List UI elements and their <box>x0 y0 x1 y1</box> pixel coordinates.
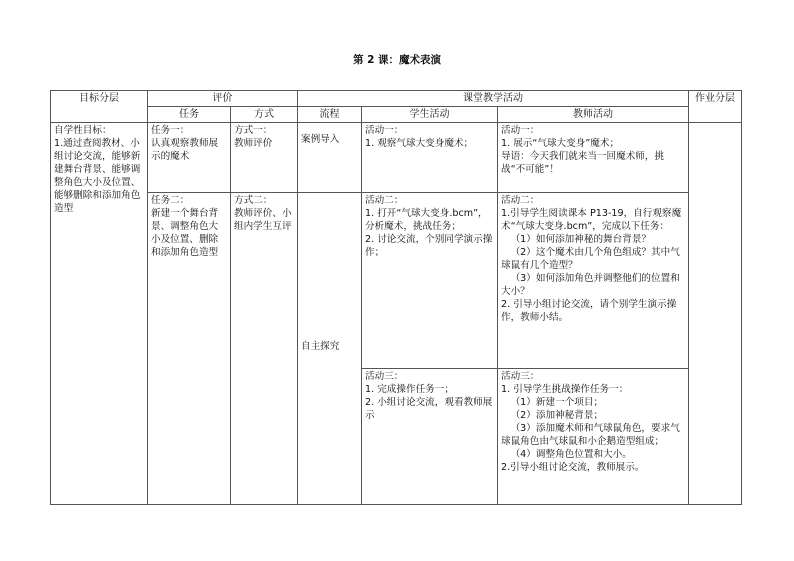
method-2-text: 教师评价、小组内学生互评 <box>234 208 292 232</box>
student-activity-1-label: 活动一： <box>365 125 404 136</box>
header-row-1 <box>51 91 742 107</box>
task-1-text: 认真观察教师展示的魔术 <box>151 138 219 162</box>
method-1-label: 方式一： <box>234 125 273 136</box>
teacher-activity-2-line-3: （2）这个魔术由几个角色组成？其中气球鼠有几个造型？ <box>501 247 680 271</box>
teacher-activity-3-line-2: （1）新建一个项目； <box>510 397 604 408</box>
student-activity-2-cell <box>362 193 498 369</box>
student-activity-2-line-2: 2. 讨论交流，个别同学演示操作； <box>365 234 493 258</box>
student-activity-3-cell <box>362 369 498 505</box>
student-activity-1-cell <box>362 123 498 193</box>
teacher-activity-3-line-5: （4）调整角色位置和大小。 <box>510 449 632 460</box>
header-teacher-activity: 教师活动 <box>498 107 689 123</box>
teacher-activity-3-line-4: （3）添加魔术师和气球鼠角色，要求气球鼠角色由气球鼠和小企鹅造型组成； <box>501 423 680 447</box>
teacher-activity-3-line-3: （2）添加神秘背景； <box>510 410 604 421</box>
task-2-text: 新建一个舞台背景、调整角色大小及位置、删除和添加角色造型 <box>151 208 219 258</box>
task-2-label: 任务二： <box>151 195 190 206</box>
header-goal-level: 目标分层 <box>51 91 148 123</box>
teacher-activity-2-label: 活动二： <box>501 195 540 206</box>
student-activity-3-line-2: 2. 小组讨论交流，观看教师展示 <box>365 397 493 421</box>
goal-text: 1.通过查阅教材、小组讨论交流，能够新建舞台背景、能够调整角色大小及位置、能够删除和添加角色造型 <box>54 138 141 214</box>
task-1-cell <box>148 123 231 193</box>
student-activity-1-line-1: 1. 观察气球大变身魔术； <box>365 138 474 149</box>
student-activity-2-line-1: 1. 打开“气球大变身.bcm”，分析魔术，挑战任务； <box>365 208 488 232</box>
header-classroom-activities: 课堂教学活动 <box>298 91 689 107</box>
teacher-activity-3-cell <box>498 369 689 505</box>
homework-cell <box>689 123 742 505</box>
teacher-activity-2-cell <box>498 193 689 369</box>
method-1-cell <box>231 123 298 193</box>
header-homework-level: 作业分层 <box>689 91 742 123</box>
teacher-activity-1-cell <box>498 123 689 193</box>
teacher-activity-3-line-1: 1. 引导学生挑战操作任务一： <box>501 384 629 395</box>
process-1-cell: 案例导入 <box>298 123 362 193</box>
goal-cell <box>51 123 148 505</box>
teacher-activity-3-line-6: 2.引导小组讨论交流，教师展示。 <box>501 462 645 473</box>
goal-title: 自学性目标： <box>54 125 112 136</box>
teacher-activity-1-line-2: 导语：今天我们就来当一回魔术师，挑战“不可能”！ <box>501 151 665 175</box>
teacher-activity-3-label: 活动三： <box>501 371 540 382</box>
process-2-cell: 自主探究 <box>298 193 362 505</box>
lesson-title: 第 2 课：魔术表演 <box>352 54 442 66</box>
header-process: 流程 <box>298 107 362 123</box>
method-2-cell <box>231 193 298 505</box>
method-1-text: 教师评价 <box>234 138 273 149</box>
method-2-label: 方式二： <box>234 195 273 206</box>
header-row-2 <box>51 107 742 123</box>
header-evaluation: 评价 <box>148 91 298 107</box>
activity-row-2 <box>51 193 742 369</box>
teacher-activity-1-line-1: 1. 展示“气球大变身”魔术； <box>501 138 620 149</box>
task-1-label: 任务一： <box>151 125 190 136</box>
activity-row-1 <box>51 123 742 193</box>
header-method: 方式 <box>231 107 298 123</box>
teacher-activity-2-line-4: （3）如何添加角色并调整他们的位置和大小？ <box>501 273 680 297</box>
header-task: 任务 <box>148 107 231 123</box>
student-activity-3-line-1: 1. 完成操作任务一； <box>365 384 454 395</box>
teacher-activity-2-line-5: 2. 引导小组讨论交流，请个别学生演示操作，教师小结。 <box>501 299 677 323</box>
teacher-activity-2-line-2: （1）如何添加神秘的舞台背景？ <box>510 234 652 245</box>
task-2-cell <box>148 193 231 505</box>
student-activity-2-label: 活动二： <box>365 195 404 206</box>
teacher-activity-2-line-1: 1.引导学生阅读课本 P13-19，自行观察魔术“气球大变身.bcm”，完成以下任务： <box>501 208 682 232</box>
teacher-activity-1-label: 活动一： <box>501 125 540 136</box>
header-student-activity: 学生活动 <box>362 107 498 123</box>
lesson-plan-table <box>50 90 742 505</box>
student-activity-3-label: 活动三： <box>365 371 404 382</box>
